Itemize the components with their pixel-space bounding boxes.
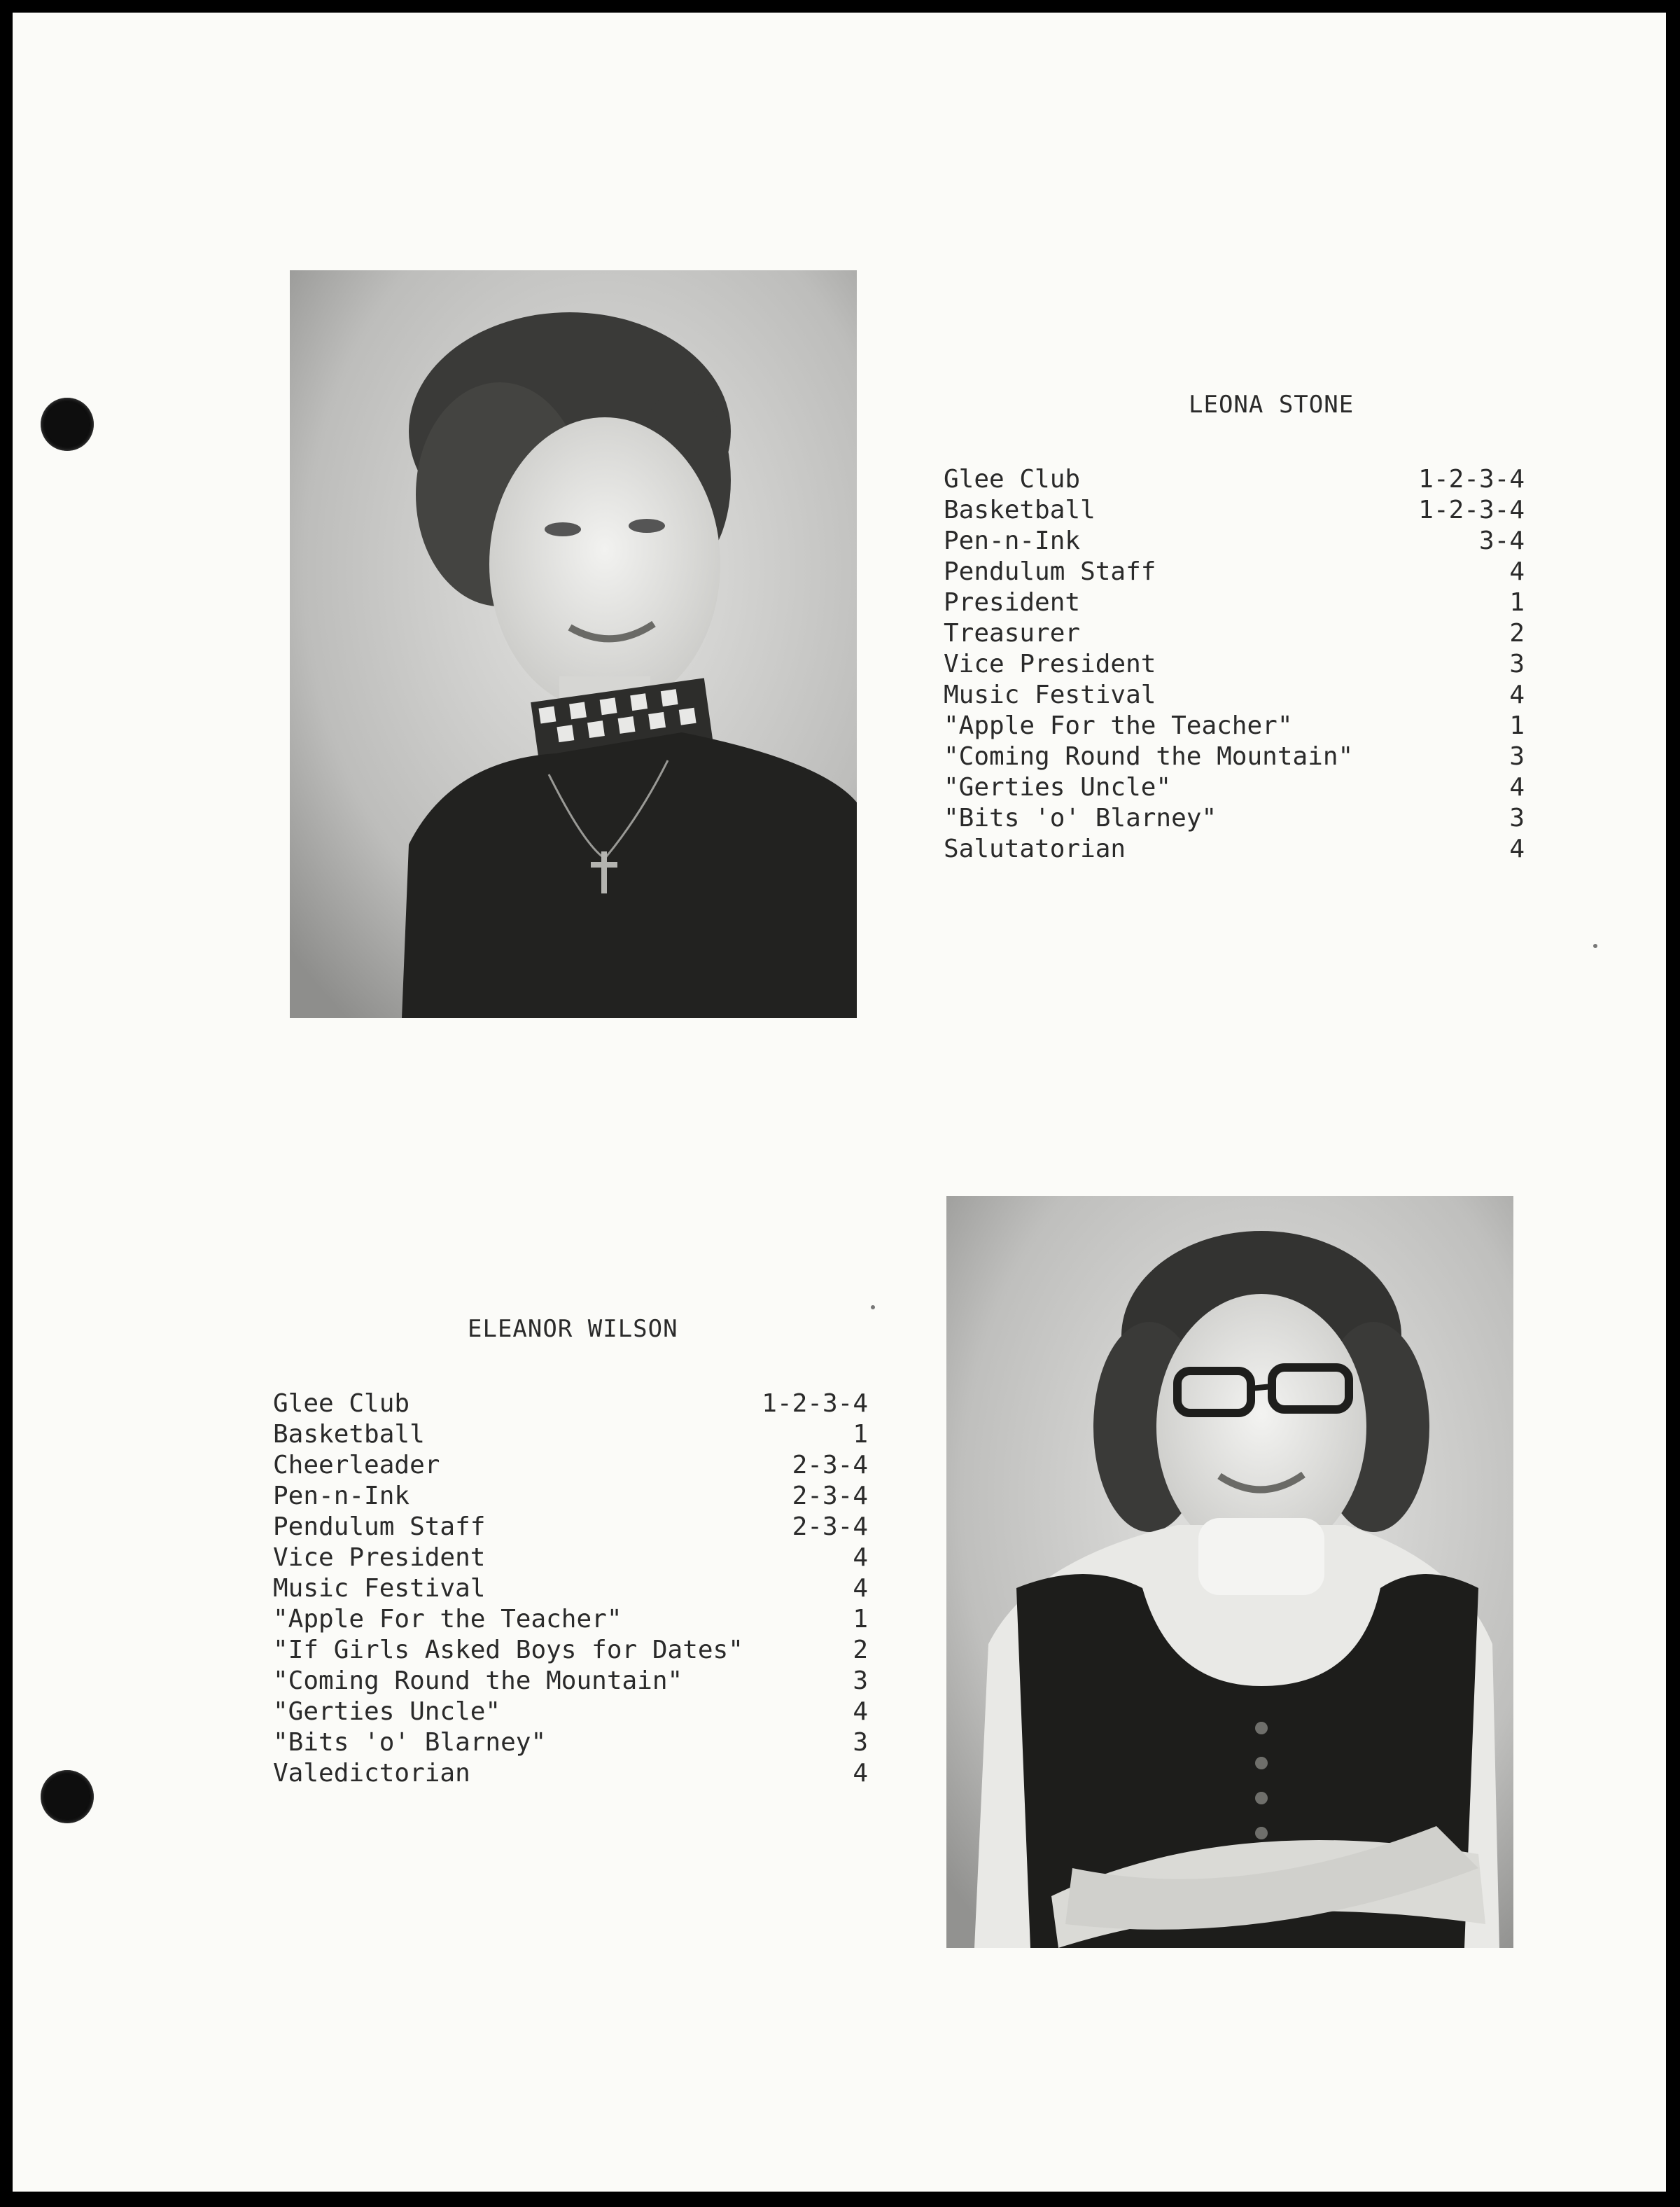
activity-years: 1-2-3-4 [1418,496,1525,524]
activity-name: "Apple For the Teacher" [944,711,1293,740]
activity-years: 4 [853,1574,868,1603]
activity-name: Salutatorian [944,835,1126,863]
activity-name: "Apple For the Teacher" [273,1605,622,1634]
activity-years: 4 [1509,835,1525,863]
activity-years: 3 [1509,650,1525,678]
activity-row [273,1604,868,1635]
activity-name: Glee Club [273,1389,410,1418]
student-entry-1 [944,391,1539,881]
activity-years: 4 [853,1697,868,1726]
activity-years: 2-3-4 [792,1482,868,1510]
activity-name: Music Festival [273,1574,486,1603]
activity-years: 3 [1509,742,1525,771]
activity-years: 4 [1509,681,1525,709]
activity-years: 2-3-4 [792,1512,868,1541]
activity-name: Glee Club [944,465,1081,494]
activity-name: "Coming Round the Mountain" [944,742,1354,771]
activity-years: 3 [853,1728,868,1757]
activity-years: 4 [853,1759,868,1788]
activity-name: Pen-n-Ink [944,527,1081,555]
activity-years: 1-2-3-4 [1418,465,1525,494]
activity-row [273,1758,868,1789]
activity-name: "Gerties Uncle" [944,773,1172,802]
activity-name: Basketball [944,496,1096,524]
activity-name: Pen-n-Ink [273,1482,410,1510]
activity-name: Vice President [944,650,1156,678]
activity-name: Basketball [273,1420,425,1449]
activity-name: Valedictorian [273,1759,470,1788]
activity-row [944,803,1525,834]
punch-hole-bottom [41,1770,94,1823]
punch-hole-top [41,398,94,451]
activity-row [273,1697,868,1727]
paper-speck [871,1305,875,1309]
activity-row [944,834,1525,865]
student-portrait-1 [290,270,857,1018]
activity-row [273,1481,868,1512]
portrait-photo-image [946,1196,1513,1948]
activity-name: "Gerties Uncle" [273,1697,501,1726]
activity-row [944,711,1525,742]
activity-row [944,526,1525,557]
activity-name: President [944,588,1081,617]
activity-years: 2 [853,1636,868,1664]
student-entry-2 [273,1315,868,1805]
student-name: ELEANOR WILSON [468,1315,678,1343]
activity-row [273,1666,868,1697]
student-portrait-2 [946,1196,1513,1948]
activity-years: 2 [1509,619,1525,648]
activity-name: "Coming Round the Mountain" [273,1666,683,1695]
activity-row [944,772,1525,803]
activity-row [944,649,1525,680]
activity-name: Vice President [273,1543,486,1572]
yearbook-page [13,13,1666,2192]
activity-years: 1 [1509,711,1525,740]
activity-name: Cheerleader [273,1451,440,1480]
activity-name: Music Festival [944,681,1156,709]
activity-row [273,1573,868,1604]
activity-row [944,495,1525,526]
activity-years: 1 [1509,588,1525,617]
activity-row [944,680,1525,711]
activity-years: 4 [1509,557,1525,586]
activity-name: "Bits 'o' Blarney" [273,1728,547,1757]
activity-years: 3 [1509,804,1525,833]
activity-years: 3 [853,1666,868,1695]
activity-years: 1-2-3-4 [762,1389,868,1418]
activity-row [944,742,1525,772]
student-name: LEONA STONE [1189,391,1354,419]
activity-row [273,1450,868,1481]
activity-row [273,1419,868,1450]
activity-row [944,587,1525,618]
activity-row [273,1512,868,1543]
activity-years: 1 [853,1420,868,1449]
activity-name: Pendulum Staff [944,557,1156,586]
activity-row [273,1543,868,1573]
activity-years: 3-4 [1478,527,1525,555]
activity-years: 2-3-4 [792,1451,868,1480]
activity-years: 4 [853,1543,868,1572]
activity-name: Pendulum Staff [273,1512,486,1541]
activity-row [273,1388,868,1419]
activity-row [944,618,1525,649]
portrait-photo-image [290,270,857,1018]
activity-name: "If Girls Asked Boys for Dates" [273,1636,743,1664]
activity-years: 4 [1509,773,1525,802]
activity-row [944,557,1525,587]
activity-row [273,1635,868,1666]
activity-row [944,464,1525,495]
activity-name: Treasurer [944,619,1081,648]
activity-years: 1 [853,1605,868,1634]
activity-name: "Bits 'o' Blarney" [944,804,1217,833]
paper-speck [1593,944,1597,948]
activity-row [273,1727,868,1758]
